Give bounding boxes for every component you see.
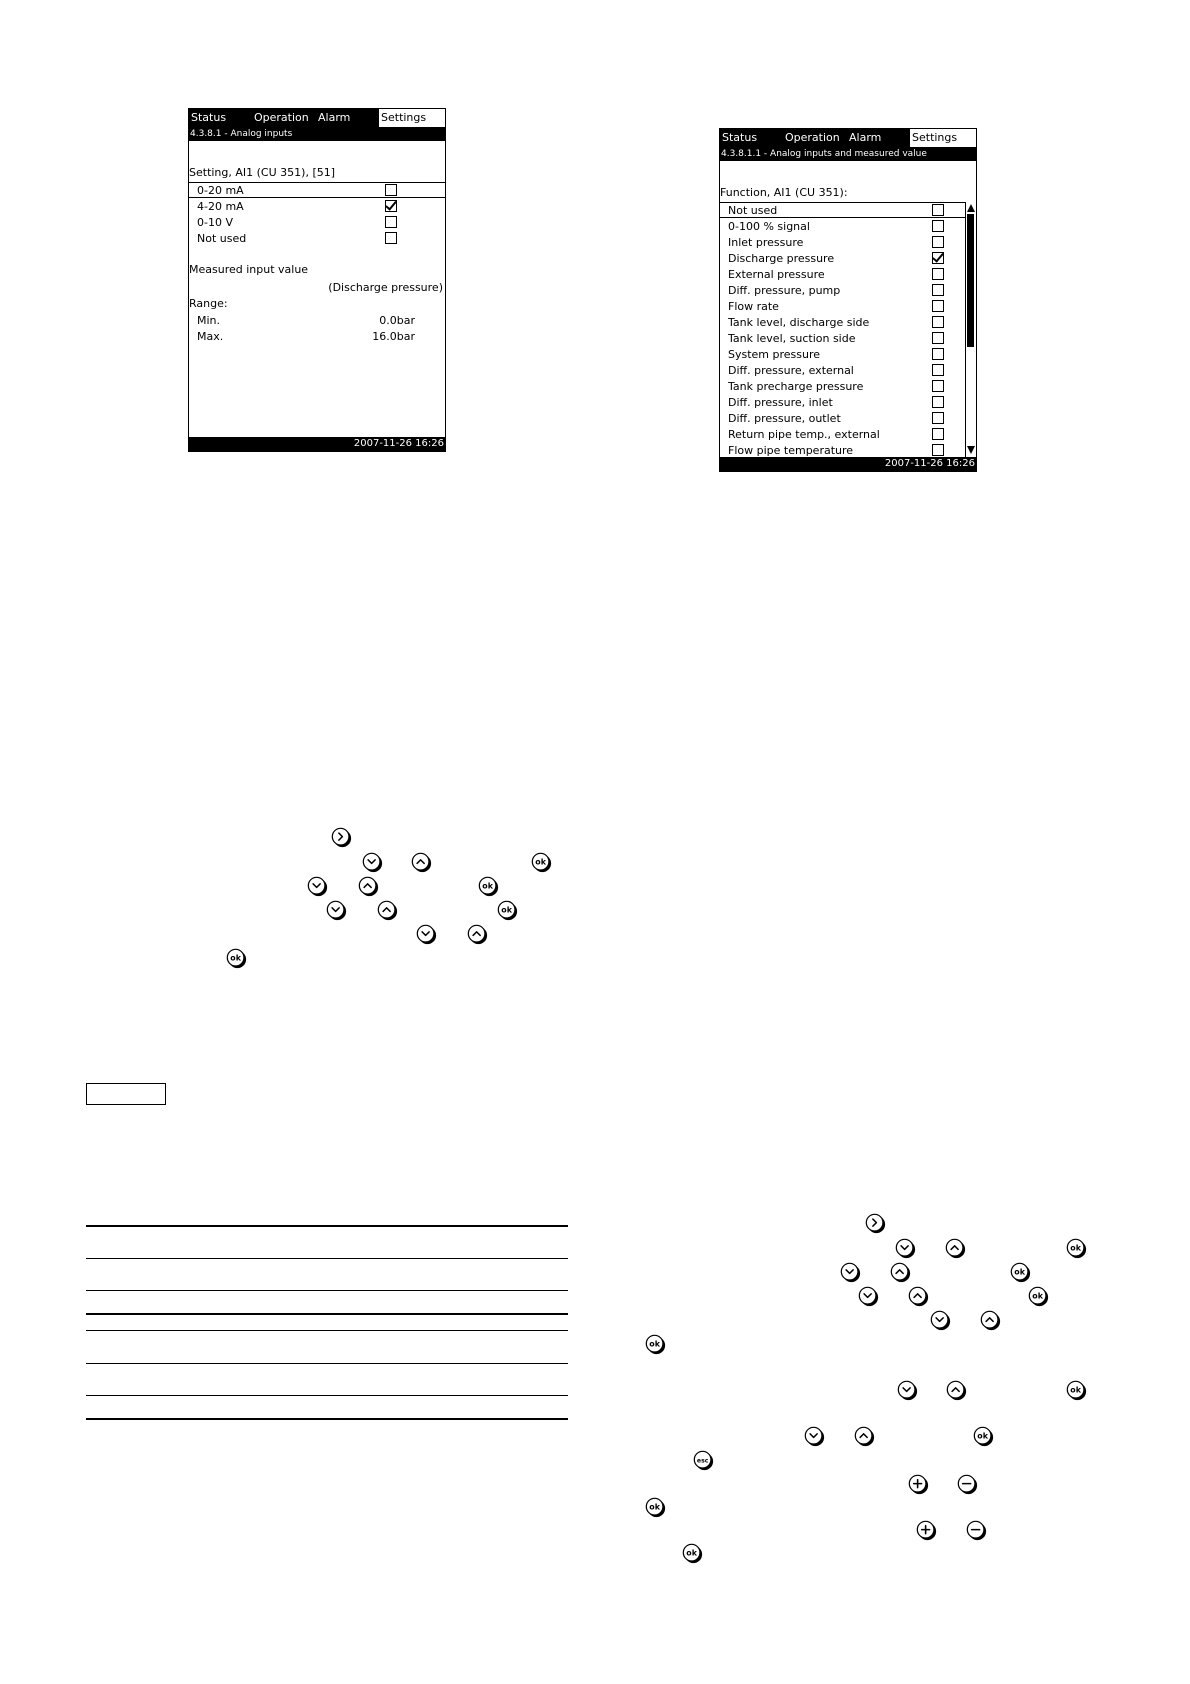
tab-settings[interactable]: Settings xyxy=(910,129,976,147)
display-analog-inputs xyxy=(188,108,446,452)
table-rule xyxy=(86,1330,568,1331)
ok-button-icon xyxy=(497,900,518,921)
arrow-down-button-icon xyxy=(858,1286,879,1307)
svg-text:ok: ok xyxy=(482,881,493,891)
option-label: Tank precharge pressure xyxy=(728,380,864,393)
option-label: Tank level, suction side xyxy=(728,332,856,345)
arrow-up-button-icon xyxy=(946,1380,967,1401)
option-label: Return pipe temp., external xyxy=(728,428,880,441)
ok-button-icon xyxy=(1066,1380,1087,1401)
svg-text:ok: ok xyxy=(1070,1385,1081,1395)
checkbox-4-20ma[interactable] xyxy=(385,200,397,212)
option-label: Diff. pressure, external xyxy=(728,364,854,377)
divider xyxy=(189,197,445,198)
scroll-up-icon[interactable] xyxy=(967,204,975,212)
datetime-footer: 2007-11-26 16:26 xyxy=(720,457,976,471)
option-checkbox[interactable] xyxy=(932,236,944,248)
option-checkbox[interactable] xyxy=(932,412,944,424)
option-label: System pressure xyxy=(728,348,821,361)
table-rule xyxy=(86,1258,568,1259)
option-label: 0-10 V xyxy=(197,216,233,229)
table-rule xyxy=(86,1225,568,1227)
option-label: External pressure xyxy=(728,268,825,281)
option-checkbox[interactable] xyxy=(932,268,944,280)
option-label: Flow rate xyxy=(728,300,779,313)
range-label: Range: xyxy=(189,297,228,310)
tab-alarm[interactable]: Alarm xyxy=(849,131,882,144)
ok-button-icon xyxy=(682,1543,703,1564)
arrow-down-button-icon xyxy=(840,1262,861,1283)
tab-status[interactable]: Status xyxy=(722,131,758,144)
minus-button-icon xyxy=(957,1474,978,1495)
arrow-up-button-icon xyxy=(467,924,488,945)
ok-button-icon xyxy=(1028,1286,1049,1307)
arrow-up-button-icon xyxy=(854,1426,875,1447)
plus-button-icon xyxy=(916,1520,937,1541)
option-label: 4-20 mA xyxy=(197,200,244,213)
label-box xyxy=(86,1083,166,1105)
display-analog-inputs-measured-value xyxy=(719,128,977,472)
min-label: Min. xyxy=(197,314,221,327)
option-checkbox[interactable] xyxy=(932,252,944,264)
table-rule xyxy=(86,1313,568,1315)
arrow-up-button-icon xyxy=(980,1310,1001,1331)
tab-operation[interactable]: Operation xyxy=(785,131,840,144)
option-checkbox[interactable] xyxy=(932,300,944,312)
arrow-down-button-icon xyxy=(897,1380,918,1401)
arrow-up-button-icon xyxy=(377,900,398,921)
function-label: Function, AI1 (CU 351): xyxy=(720,186,848,199)
arrow-up-button-icon xyxy=(358,876,379,897)
table-rule xyxy=(86,1418,568,1420)
divider xyxy=(720,202,976,203)
max-label: Max. xyxy=(197,330,224,343)
minus-button-icon xyxy=(966,1520,987,1541)
option-label: Tank level, discharge side xyxy=(728,316,870,329)
datetime-footer: 2007-11-26 16:26 xyxy=(189,437,445,451)
option-label: 0-100 % signal xyxy=(728,220,810,233)
arrow-up-button-icon xyxy=(945,1238,966,1259)
arrow-up-button-icon xyxy=(908,1286,929,1307)
svg-text:ok: ok xyxy=(1070,1243,1081,1253)
table-rule xyxy=(86,1290,568,1291)
tab-bar xyxy=(720,129,976,147)
table-rule xyxy=(86,1363,568,1364)
option-checkbox[interactable] xyxy=(932,316,944,328)
option-checkbox[interactable] xyxy=(932,428,944,440)
svg-text:ok: ok xyxy=(230,953,241,963)
checkbox-0-10v[interactable] xyxy=(385,216,397,228)
arrow-up-button-icon xyxy=(411,852,432,873)
option-checkbox[interactable] xyxy=(932,332,944,344)
esc-button-icon xyxy=(693,1450,714,1471)
arrow-down-button-icon xyxy=(895,1238,916,1259)
measured-input-value: (Discharge pressure) xyxy=(328,281,443,294)
svg-text:ok: ok xyxy=(1032,1291,1043,1301)
option-checkbox[interactable] xyxy=(932,380,944,392)
table-rule xyxy=(86,1395,568,1396)
ok-button-icon xyxy=(973,1426,994,1447)
plus-button-icon xyxy=(908,1474,929,1495)
option-label: Diff. pressure, pump xyxy=(728,284,841,297)
svg-text:ok: ok xyxy=(535,857,546,867)
arrow-down-button-icon xyxy=(307,876,328,897)
tab-bar xyxy=(189,109,445,127)
option-checkbox[interactable] xyxy=(932,220,944,232)
ok-button-icon xyxy=(226,948,247,969)
option-checkbox[interactable] xyxy=(932,348,944,360)
svg-text:ok: ok xyxy=(977,1431,988,1441)
ok-button-icon xyxy=(645,1497,666,1518)
ok-button-icon xyxy=(1066,1238,1087,1259)
scrollbar[interactable] xyxy=(965,202,976,457)
option-label: Not used xyxy=(197,232,247,245)
measured-input-label: Measured input value xyxy=(189,263,309,276)
option-checkbox[interactable] xyxy=(932,364,944,376)
option-checkbox[interactable] xyxy=(932,204,944,216)
setting-label: Setting, AI1 (CU 351), [51] xyxy=(189,166,336,179)
option-checkbox[interactable] xyxy=(932,444,944,456)
divider xyxy=(189,182,445,183)
max-value: 16.0bar xyxy=(372,330,415,343)
arrow-right-button-icon xyxy=(865,1213,886,1234)
arrow-down-button-icon xyxy=(326,900,347,921)
arrow-down-button-icon xyxy=(416,924,437,945)
option-checkbox[interactable] xyxy=(932,284,944,296)
svg-text:ok: ok xyxy=(686,1548,697,1558)
min-value: 0.0bar xyxy=(379,314,415,327)
tab-status[interactable]: Status xyxy=(191,111,227,124)
tab-settings[interactable]: Settings xyxy=(379,109,445,127)
arrow-down-button-icon xyxy=(804,1426,825,1447)
ok-button-icon xyxy=(1010,1262,1031,1283)
option-label: Discharge pressure xyxy=(728,252,835,265)
ok-button-icon xyxy=(645,1334,666,1355)
svg-text:ok: ok xyxy=(1014,1267,1025,1277)
option-label: Diff. pressure, inlet xyxy=(728,396,833,409)
option-label: Not used xyxy=(728,204,778,217)
ok-button-icon xyxy=(531,852,552,873)
svg-text:ok: ok xyxy=(649,1339,660,1349)
svg-text:ok: ok xyxy=(501,905,512,915)
menu-path: 4.3.8.1 - Analog inputs xyxy=(189,127,445,141)
menu-path: 4.3.8.1.1 - Analog inputs and measured value xyxy=(720,147,976,161)
svg-text:ok: ok xyxy=(649,1502,660,1512)
option-label: Inlet pressure xyxy=(728,236,804,249)
svg-text:esc: esc xyxy=(696,1457,709,1465)
scroll-thumb[interactable] xyxy=(967,214,974,347)
scroll-down-icon[interactable] xyxy=(967,446,975,454)
option-label: 0-20 mA xyxy=(197,184,244,197)
divider xyxy=(720,217,966,218)
arrow-down-button-icon xyxy=(930,1310,951,1331)
arrow-right-button-icon xyxy=(331,827,352,848)
tab-operation[interactable]: Operation xyxy=(254,111,309,124)
checkbox-not-used[interactable] xyxy=(385,232,397,244)
option-label: Diff. pressure, outlet xyxy=(728,412,841,425)
checkbox-0-20ma[interactable] xyxy=(385,184,397,196)
tab-alarm[interactable]: Alarm xyxy=(318,111,351,124)
ok-button-icon xyxy=(478,876,499,897)
arrow-down-button-icon xyxy=(362,852,383,873)
option-checkbox[interactable] xyxy=(932,396,944,408)
option-label: Flow pipe temperature xyxy=(728,444,854,457)
arrow-up-button-icon xyxy=(890,1262,911,1283)
